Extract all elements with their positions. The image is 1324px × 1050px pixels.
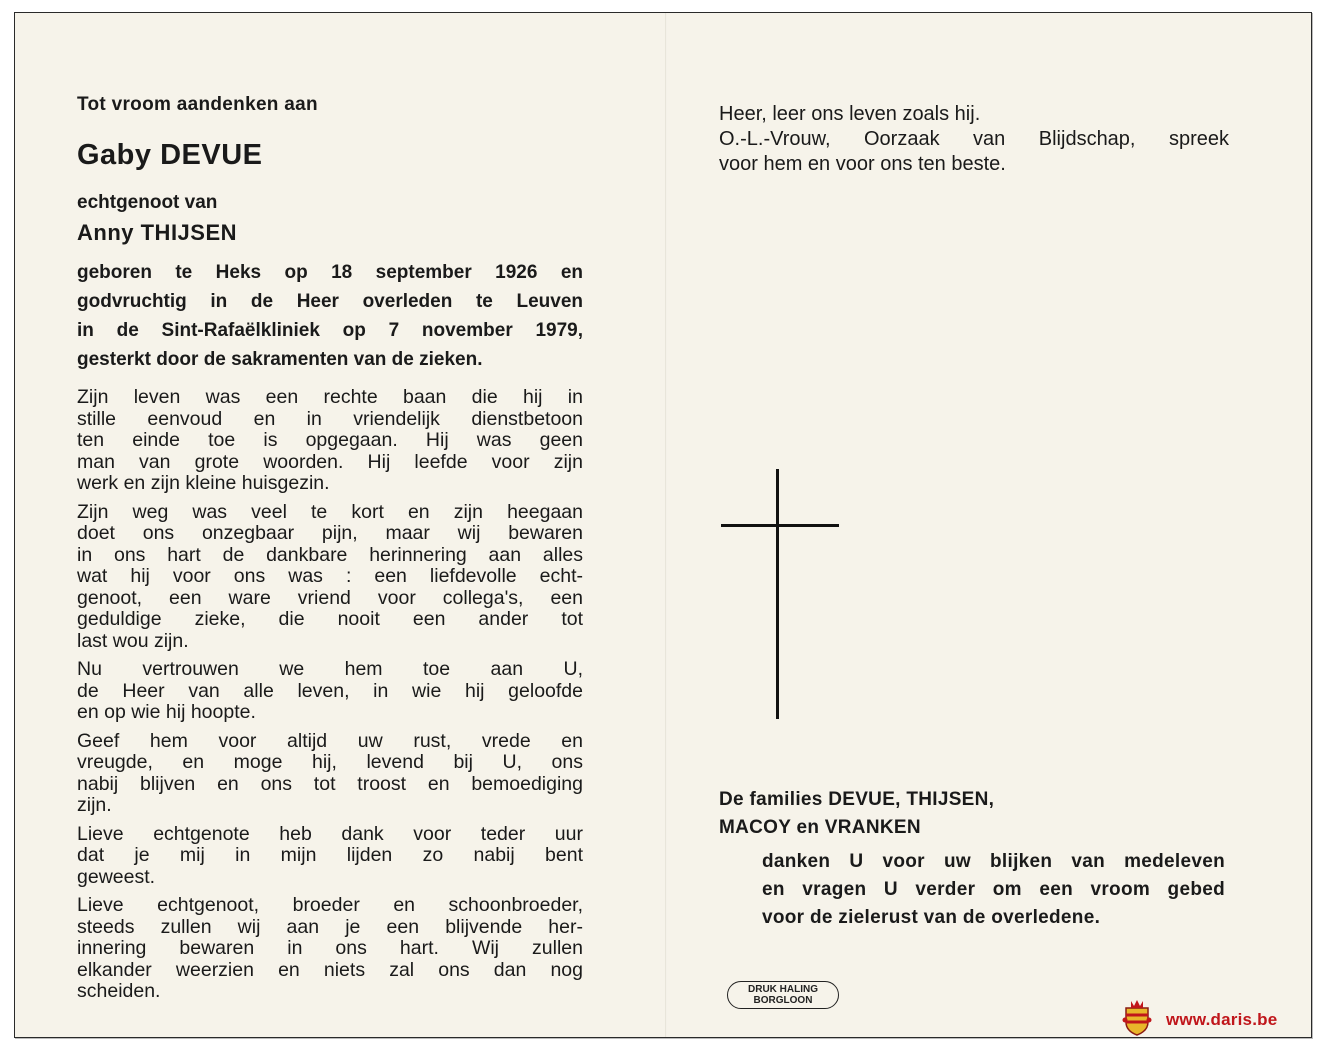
bio-line: in de Sint-Rafaëlkliniek op 7 november 1979, <box>77 320 583 341</box>
paragraph-line: scheiden. <box>77 980 161 1002</box>
prayer-line: O.-L.-Vrouw, Oorzaak van Blijdschap, spreek <box>719 128 1229 150</box>
printer-city: BORGLOON <box>753 995 813 1006</box>
paragraph-line: werk en zijn kleine huisgezin. <box>77 472 330 494</box>
deceased-name: Gaby DEVUE <box>77 139 263 171</box>
paragraph <box>77 502 583 653</box>
families-line: De families DEVUE, THIJSEN, <box>719 789 995 810</box>
paragraph-line: doet ons onzegbaar pijn, maar wij bewaren <box>77 522 583 544</box>
spouse-label: echtgenoot van <box>77 192 218 213</box>
paragraph-line: Zijn leven was een rechte baan die hij in <box>77 386 583 408</box>
paragraph-line: steeds zullen wij aan je een blijvende her- <box>77 915 583 938</box>
paragraph <box>77 659 583 724</box>
paragraph-line: elkander weerzien en niets zal ons dan nog <box>77 958 583 981</box>
thanks-text <box>762 848 1225 932</box>
paragraph-line: Lieve echtgenote heb dank voor teder uur <box>77 822 583 845</box>
prayer-line: voor hem en voor ons ten beste. <box>719 153 1006 175</box>
paragraph-line: last wou zijn. <box>77 629 189 652</box>
paragraph-line: Zijn weg was veel te kort en zijn heegaan <box>77 500 583 523</box>
printer-name: DRUK HALING <box>748 984 818 995</box>
families-line: MACOY en VRANKEN <box>719 817 921 838</box>
thanks-line: danken U voor uw blijken van medeleven <box>762 851 1225 872</box>
paragraph-line: dat je mij in mijn lijden zo nabij bent <box>77 844 583 866</box>
printer-mark <box>727 981 839 1009</box>
paragraph-line: man van grote woorden. Hij leefde voor zijn <box>77 450 583 473</box>
families-block <box>719 786 1229 932</box>
paragraph-line: innering bewaren in ons hart. Wij zullen <box>77 937 583 959</box>
paragraph-line: Nu vertrouwen we hem toe aan U, <box>77 658 583 680</box>
coat-of-arms-icon <box>1122 998 1152 1036</box>
biography <box>77 258 583 374</box>
card-fold <box>665 13 667 1037</box>
cross-icon-horizontal <box>721 524 839 527</box>
bio-line: gesterkt door de sakramenten van de zieken. <box>77 349 483 370</box>
paragraph-line: geduldige zieke, die nooit een ander tot <box>77 608 583 630</box>
paragraph-line: wat hij voor ons was : een liefdevolle echt- <box>77 565 583 587</box>
paragraph <box>77 731 583 817</box>
paragraph-line: nabij blijven en ons tot troost en bemoediging <box>77 772 583 795</box>
spouse-name: Anny THIJSEN <box>77 220 238 245</box>
paragraph-line: stille eenvoud en in vriendelijk dienstbetoon <box>77 407 583 430</box>
paragraph-line: genoot, een ware vriend voor collega's, een <box>77 586 583 609</box>
paragraph-line: ten einde toe is opgegaan. Hij was geen <box>77 429 583 451</box>
paragraph-line: de Heer van alle leven, in wie hij geloofde <box>77 679 583 702</box>
paragraph-line: geweest. <box>77 865 156 888</box>
memorial-text <box>77 387 583 1010</box>
paragraph-line: Lieve echtgenoot, broeder en schoonbroeder, <box>77 894 583 916</box>
paragraph <box>77 895 583 1003</box>
paragraph-line: in ons hart de dankbare herinnering aan alles <box>77 543 583 566</box>
thanks-line: en vragen U verder om een vroom gebed <box>762 879 1225 900</box>
prayer <box>719 102 1229 177</box>
paragraph-line: en op wie hij hoopte. <box>77 701 256 723</box>
memorial-card <box>14 12 1312 1038</box>
bio-line: geboren te Heks op 18 september 1926 en <box>77 262 583 283</box>
intro-text: Tot vroom aandenken aan <box>77 94 318 115</box>
paragraph-line: vreugde, en moge hij, levend bij U, ons <box>77 751 583 773</box>
paragraph-line: zijn. <box>77 794 112 816</box>
paragraph <box>77 824 583 889</box>
paragraph-line: Geef hem voor altijd uw rust, vrede en <box>77 729 583 752</box>
thanks-line: voor de zielerust van de overledene. <box>762 907 1101 928</box>
prayer-line: Heer, leer ons leven zoals hij. <box>719 103 981 125</box>
paragraph <box>77 387 583 495</box>
watermark-url: www.daris.be <box>1166 1010 1278 1029</box>
cross-icon-vertical <box>776 469 779 719</box>
bio-line: godvruchtig in de Heer overleden te Leuven <box>77 291 583 312</box>
